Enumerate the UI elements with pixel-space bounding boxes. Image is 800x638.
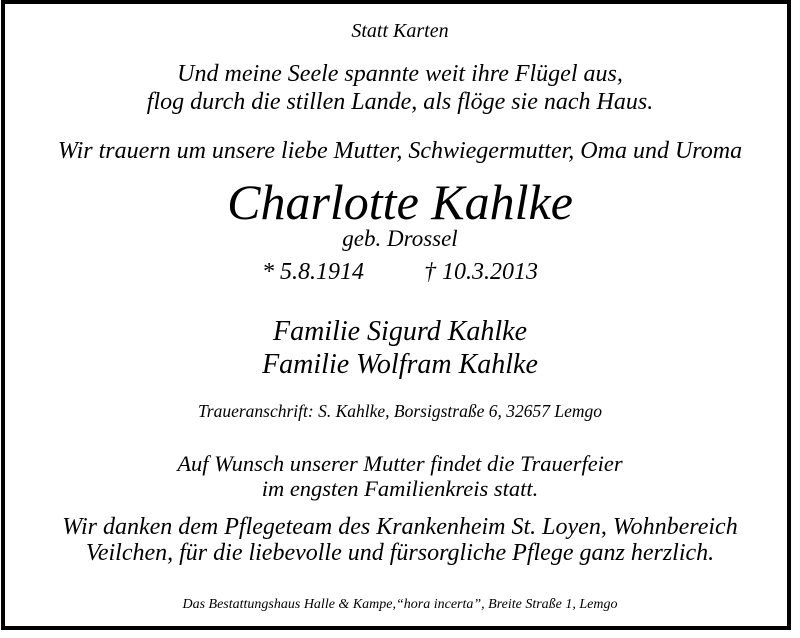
wish-line-2: im engsten Familienkreis statt. — [261, 476, 539, 501]
mourning-line: Wir trauern um unsere liebe Mutter, Schwiegermutter, Oma und Uroma — [57, 138, 743, 164]
thanks-line-1: Wir danken dem Pflegeteam des Krankenheim St. Loyen, Wohnbereich — [62, 514, 738, 540]
family-line-2: Familie Wolfram Kahlke — [262, 349, 538, 380]
thanks-line-2: Veilchen, für die liebevolle und fürsorgliche Pflege ganz herzlich. — [85, 540, 715, 566]
birth-date: * 5.8.1914 — [262, 259, 364, 285]
deceased-name: Charlotte Kahlke — [227, 174, 573, 230]
poem-line-1: Und meine Seele spannte weit ihre Flügel aus, — [177, 61, 623, 87]
mourning-address: Traueranschrift: S. Kahlke, Borsigstraße 6, 32657 Lemgo — [198, 401, 602, 421]
life-dates — [0, 259, 800, 286]
wish-line-1: Auf Wunsch unserer Mutter findet die Trauerfeier — [177, 451, 623, 476]
funeral-home-footer: Das Bestattungshaus Halle & Kampe,“hora incerta”, Breite Straße 1, Lemgo — [182, 597, 618, 612]
family-line-1: Familie Sigurd Kahlke — [272, 316, 528, 347]
death-date: † 10.3.2013 — [424, 259, 538, 285]
header-text: Statt Karten — [351, 20, 449, 42]
poem-line-2: flog durch die stillen Lande, als flöge sie nach Haus. — [146, 89, 654, 115]
maiden-name: geb. Drossel — [342, 226, 458, 251]
